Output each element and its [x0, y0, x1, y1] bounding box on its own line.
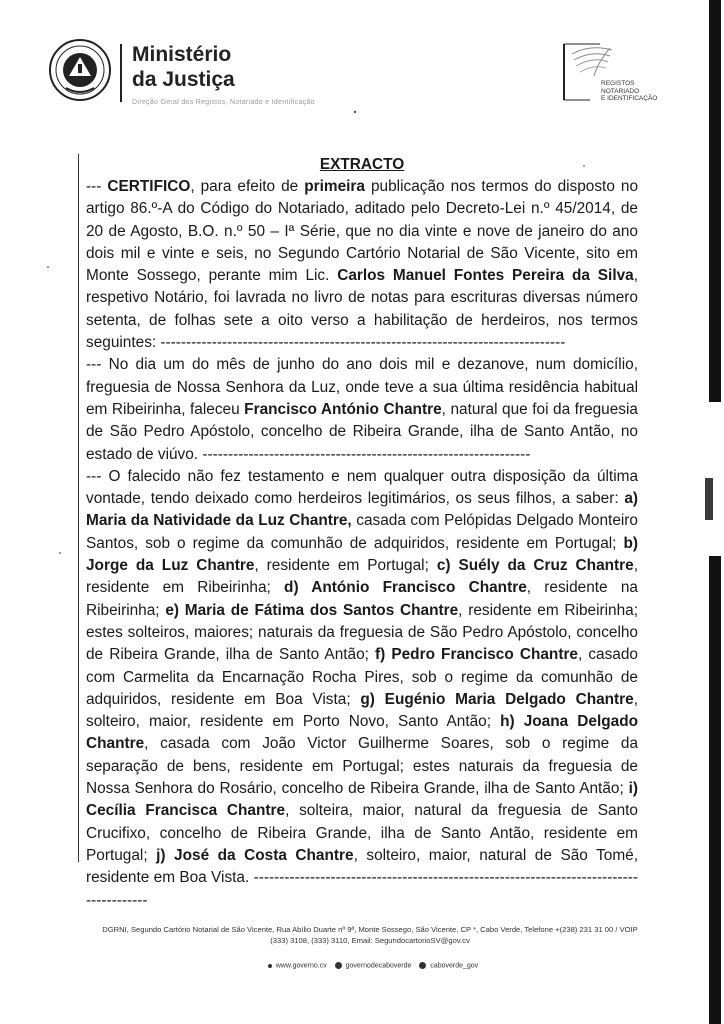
text-run: , solteiro, maior, natural de São Tomé, residente em Boa Vista. --------------------------------------------------------------------------------------- [86, 846, 638, 909]
footer-instagram[interactable]: caboverde_gov [430, 962, 479, 970]
text-run: , respetivo Notário, foi lavrada no livro de notas para escrituras diversas número setenta, de folhas sete a oito verso a habilitação de herdeiros, nos termos seguintes: ------------------------------------------------------------------------------- [86, 267, 638, 352]
bold-text: Carlos Manuel Fontes Pereira da Silva [337, 267, 634, 285]
bold-text: b) Jorge da Luz Chantre [86, 534, 638, 575]
text-run: --- No dia um do mês de junho do ano dois mil e dezanove, num domicílio, freguesia de Nossa Senhora da Luz, onde teve a sua última residência habitual em Ribeirinha, faleceu [86, 356, 638, 418]
bold-text: f) Pedro Francisco Chantre [375, 646, 578, 664]
text-run: , solteiro, maior, residente em Porto Novo, Santo Antão; [86, 690, 639, 731]
extract-document [86, 154, 638, 912]
footer-facebook[interactable]: governodecaboverde [345, 962, 412, 970]
text-run: , residente em Ribeirinha; estes solteiros, maiores; naturais da freguesia de São Pedro Apóstolo, concelho de Ribeira Grande, ilha de Santo Antão; [86, 601, 638, 664]
text-run: --- [86, 178, 108, 195]
text-run: , para efeito de [190, 178, 305, 195]
bold-text: d) António Francisco Chantre [284, 579, 527, 597]
text-run: , residente em Ribeirinha; [86, 557, 638, 597]
paragraph-death-record [86, 354, 638, 465]
paragraph-certification [86, 176, 638, 354]
text-run: , casada com João Victor Guilherme Soares, sob o regime da separação de bens, residente em Portugal; estes naturais da freguesia de Nossa Senhora do Rosário, concelho de Ribeira Grande, ilha de Santo Antão; [86, 735, 638, 798]
bold-text: g) Eugénio Maria Delgado Chantre [360, 690, 634, 708]
text-run: publicação nos termos do disposto no artigo 86.º-A do Código do Notariado, aditado pelo Decreto-Lei n.º 45/2014, de 20 de Agosto, B.O. n.º 50 – Iª Série, que no dia vinte e nove de janeiro do ano dois mil e vinte e seis, no Segundo Cartório Notarial de São Vicente, sito em Monte Sossego, perante mim Lic. [86, 178, 639, 285]
bold-text: Francisco António Chantre [244, 400, 442, 418]
bold-text: h) Joana Delgado Chantre [86, 713, 638, 753]
bold-text: primeira [304, 178, 365, 195]
text-run: casada com Pelópidas Delgado Monteiro Santos, sob o regime da comunhão de adquiridos, residente em Portugal; [86, 512, 638, 552]
ministry-name: Ministério da Justiça [132, 43, 235, 91]
bold-text: c) Suély da Cruz Chantre [436, 557, 634, 575]
text-run: , solteira, maior, natural da freguesia de Santo Crucifixo, concelho de Ribeira Grande, ilha de Santo Antão, residente em Portugal; [86, 802, 638, 864]
text-run: , residente na Ribeirinha; [86, 579, 638, 619]
registry-text: REGISTOS NOTARIADO E IDENTIFICAÇÃO [601, 80, 658, 102]
bold-text: j) José da Costa Chantre [156, 846, 354, 864]
globe-icon [268, 964, 272, 968]
footer-address: DGRNI, Segundo Cartório Notarial de São Vicente, Rua Abílio Duarte nº 9ª, Monte Sossego, São Vicente, CP *, Cabo Verde, Telefone +(238) 231 31 00 / VOIP (333) 3108, (333) 3110, Email: SegundocartorioSV@gov.cv [102, 925, 638, 945]
instagram-icon [419, 962, 426, 969]
document-title: EXTRACTO [319, 156, 405, 173]
text-run: , residente em Portugal; [254, 557, 437, 575]
bold-text: CERTIFICO [107, 178, 191, 195]
text-run: --- O falecido não fez testamento e nem qualquer outra disposição da última vontade, tendo deixado como herdeiros legitimários, os seus filhos, a saber: [86, 467, 638, 508]
text-run: , casado com Carmelita da Encarnação Rocha Pires, sob o regime da comunhão de adquiridos, residente em Boa Vista; [86, 646, 638, 708]
left-margin-line [78, 154, 79, 862]
paragraph-heirs [86, 466, 638, 912]
footer-website[interactable]: www.governo.cv [275, 962, 327, 970]
bold-text: i) Cecília Francisca Chantre [86, 780, 638, 820]
ministry-subtitle: Direção Geral dos Registos, Notariado e Identificação [132, 99, 315, 106]
footer-links [200, 962, 540, 969]
bold-text: a) Maria da Natividade da Luz Chantre, [86, 490, 638, 530]
facebook-icon [335, 962, 342, 969]
bold-text: e) Maria de Fátima dos Santos Chantre [165, 601, 459, 619]
text-run: , natural que foi da freguesia de São Pedro Apóstolo, concelho de Ribeira Grande, ilha de Santo Antão, no estado de viúvo. ---------------------------------------------------------------- [86, 400, 638, 463]
